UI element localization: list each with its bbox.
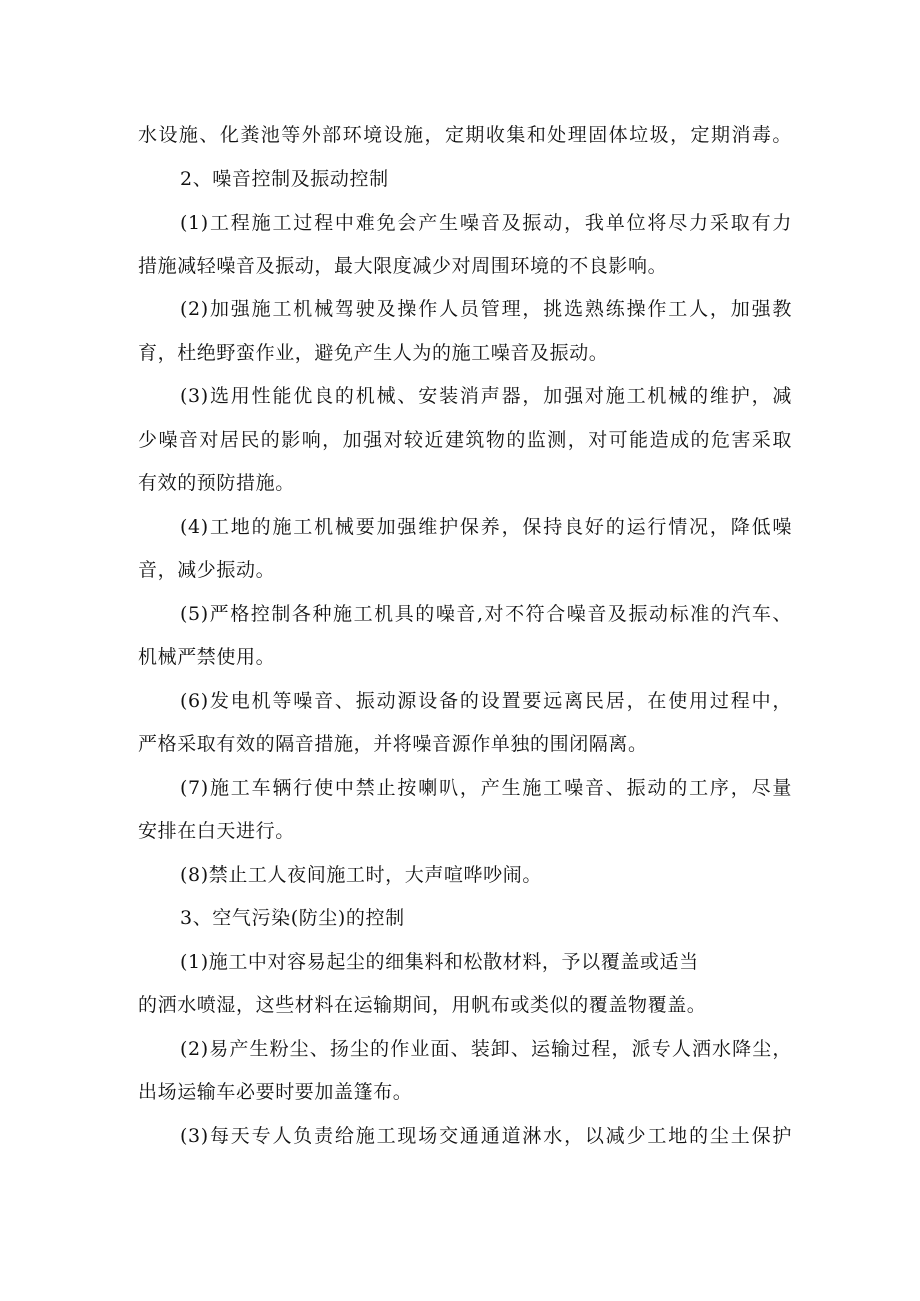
paragraph-line: 音，减少振动。	[138, 559, 276, 581]
paragraph-line: 安排在白天进行。	[138, 820, 295, 842]
paragraph-line: 措施减轻噪音及振动，最大限度减少对周围环境的不良影响。	[138, 255, 668, 277]
paragraph-line: 的洒水喷湿，这些材料在运输期间，用帆布或类似的覆盖物覆盖。	[138, 994, 707, 1016]
paragraph-line: (1)工程施工过程中难免会产生噪音及振动，我单位将尽力采取有力	[180, 212, 792, 234]
paragraph-line: (8)禁止工人夜间施工时，大声喧哗吵闹。	[180, 864, 542, 886]
paragraph-line: (2)加强施工机械驾驶及操作人员管理，挑选熟练操作工人，加强教	[180, 298, 792, 320]
paragraph-line: 水设施、化粪池等外部环境设施，定期收集和处理固体垃圾，定期消毒。	[138, 124, 792, 146]
paragraph-line: (2)易产生粉尘、扬尘的作业面、装卸、运输过程，派专人洒水降尘，	[180, 1038, 792, 1060]
paragraph-line: (7)施工车辆行使中禁止按喇叭，产生施工噪音、振动的工序，尽量	[180, 777, 792, 799]
paragraph-line: 有效的预防措施。	[138, 472, 295, 494]
paragraph-line: (1)施工中对容易起尘的细集料和松散材料，予以覆盖或适当	[180, 951, 699, 973]
paragraph-line: (3)选用性能优良的机械、安装消声器，加强对施工机械的维护，减	[180, 385, 792, 407]
paragraph-line: (3)每天专人负责给施工现场交通通道淋水，以减少工地的尘土保护	[180, 1125, 792, 1147]
paragraph-line: 育，杜绝野蛮作业，避免产生人为的施工噪音及振动。	[138, 342, 609, 364]
paragraph-line: 严格采取有效的隔音措施，并将噪音源作单独的围闭隔离。	[138, 733, 648, 755]
paragraph-line: 机械严禁使用。	[138, 646, 276, 668]
paragraph-line: 少噪音对居民的影响，加强对较近建筑物的监测，对可能造成的危害采取	[138, 429, 792, 451]
section-heading: 3、空气污染(防尘)的控制	[180, 907, 405, 929]
paragraph-line: (4)工地的施工机械要加强维护保养，保持良好的运行情况，降低噪	[180, 516, 792, 538]
paragraph-line: 出场运输车必要时要加盖篷布。	[138, 1081, 413, 1103]
paragraph-line: (5)严格控制各种施工机具的噪音,对不符合噪音及振动标准的汽车、	[180, 603, 792, 625]
paragraph-line: (6)发电机等噪音、振动源设备的设置要远离民居，在使用过程中，	[180, 690, 792, 712]
section-heading: 2、噪音控制及振动控制	[180, 168, 389, 190]
